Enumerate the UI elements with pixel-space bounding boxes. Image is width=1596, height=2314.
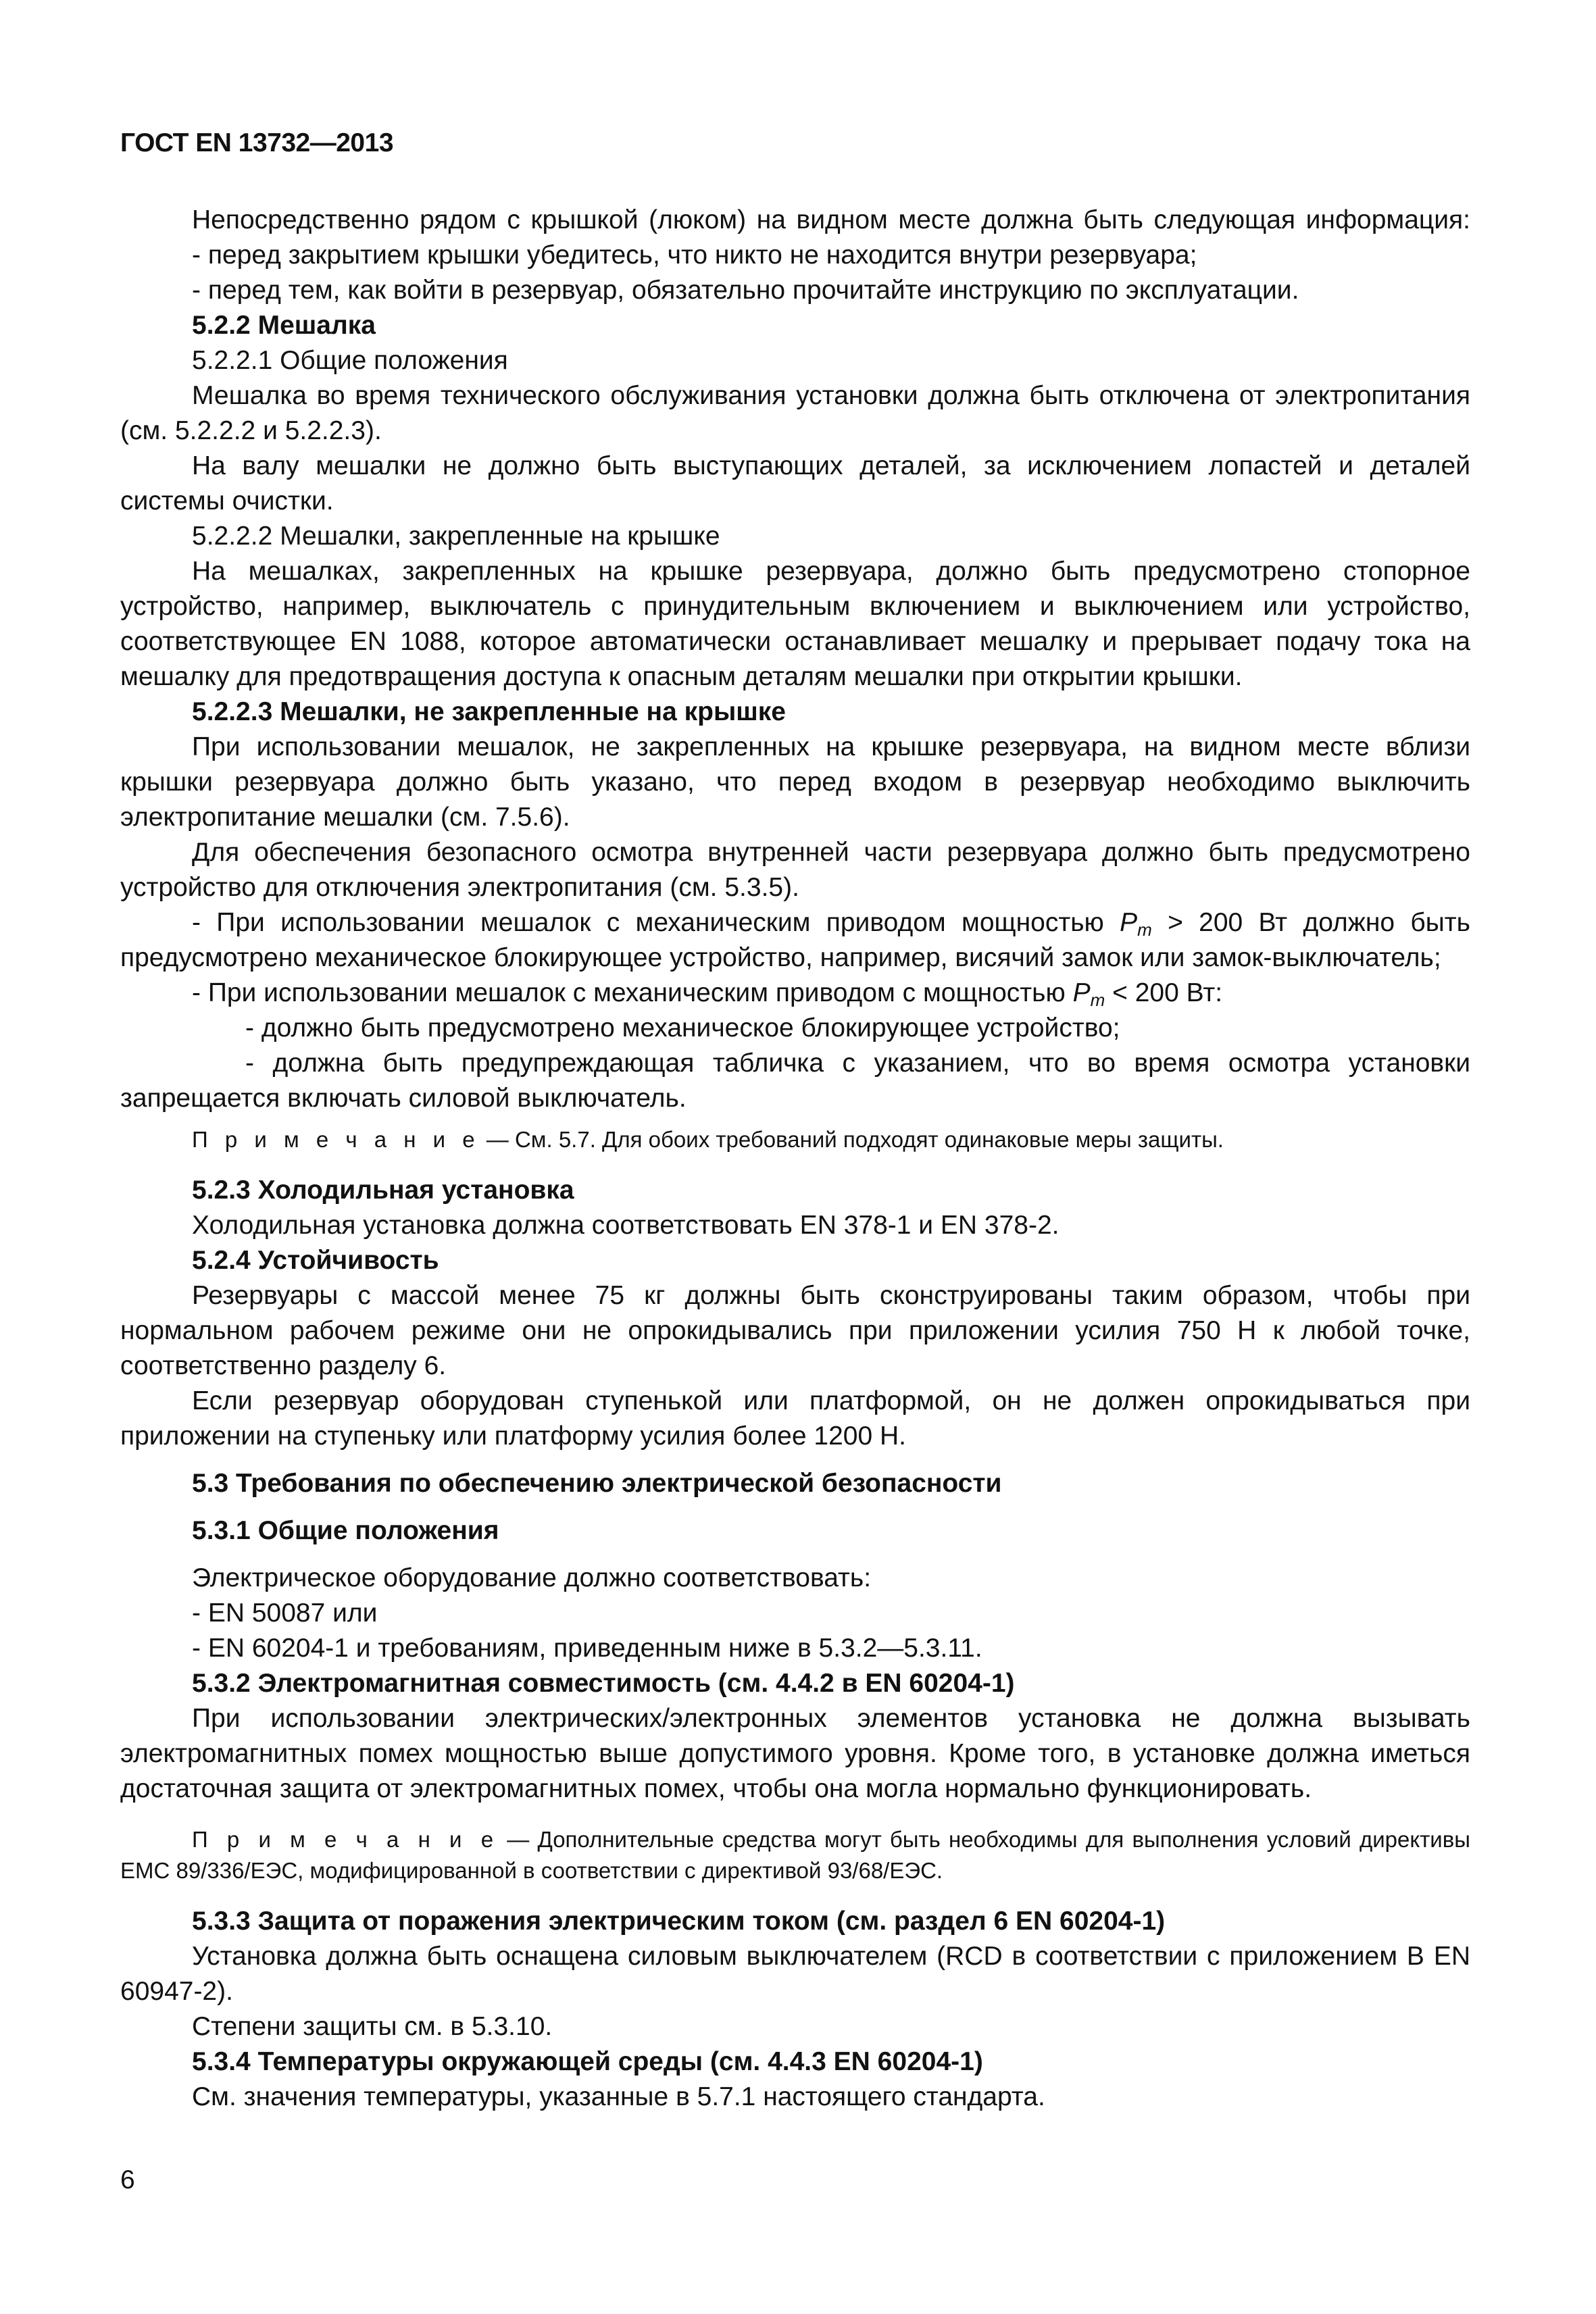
paragraph: Электрическое оборудование должно соответствовать: — [192, 1563, 872, 1592]
note — [120, 1124, 1470, 1155]
paragraph: Резервуары с массой менее 75 кг должны быть сконструированы таким образом, чтобы при нормальном рабочем режиме они не опрокидывались при приложении усилия 750 Н к любой точке, соответственно разделу 6. — [120, 1281, 1470, 1380]
section-heading: 5.3.3 Защита от поражения электрическим током (см. раздел 6 EN 60204-1) — [192, 1907, 1166, 1936]
note-text: — Дополнительные средства могут быть необходимы для выполнения условий директивы ЕМС 89/336/ЕЭС, модифицированной в соответствии с директивой 93/68/ЕЭС. — [120, 1827, 1470, 1883]
list-item: - EN 50087 или — [192, 1599, 378, 1628]
subsection-heading: 5.2.2.1 Общие положения — [192, 346, 508, 375]
subsection-heading: 5.2.2.3 Мешалки, не закрепленные на крышке — [192, 697, 786, 726]
paragraph: Если резервуар оборудован ступенькой или платформой, он не должен опрокидываться при приложении на ступеньку или платформу усилия более 1200 Н. — [120, 1386, 1470, 1451]
paragraph: Степени защиты см. в 5.3.10. — [192, 2012, 553, 2041]
list-item: - EN 60204-1 и требованиям, приведенным ниже в 5.3.2—5.3.11. — [192, 1634, 982, 1663]
document-header: ГОСТ EN 13732—2013 — [120, 128, 394, 157]
subsection-heading: 5.2.2.2 Мешалки, закрепленные на крышке — [192, 522, 720, 551]
note-text: — См. 5.7. Для обоих требований подходят одинаковые меры защиты. — [480, 1127, 1224, 1152]
note-label: П р и м е ч а н и е — [192, 1127, 480, 1152]
note-label: П р и м е ч а н и е — [192, 1827, 499, 1852]
paragraph: Для обеспечения безопасного осмотра внутренней части резервуара должно быть предусмотрено устройство для отключения электропитания (см. 5.3.5). — [120, 838, 1470, 902]
section-heading: 5.3.1 Общие положения — [192, 1516, 499, 1545]
section-heading: 5.3.2 Электромагнитная совместимость (см. 4.4.2 в EN 60204-1) — [192, 1669, 1015, 1698]
text-fragment: < 200 Вт: — [1105, 978, 1223, 1007]
text-fragment: > 200 Вт должно быть предусмотрено механическое блокирующее устройство, например, висячий замок или замок-выключатель; — [120, 908, 1470, 972]
paragraph: При использовании электрических/электронных элементов установка не должна вызывать электромагнитных помех мощностью выше допустимого уровня. Кроме того, в установке должна иметься достаточная защита от электромагнитных помех, чтобы она могла нормально функционировать. — [120, 1704, 1470, 1803]
power-symbol: P — [1072, 978, 1091, 1007]
paragraph: Установка должна быть оснащена силовым выключателем (RCD в соответствии с приложением В EN 60947-2). — [120, 1942, 1470, 2006]
paragraph: На мешалках, закрепленных на крышке резервуара, должно быть предусмотрено стопорное устройство, например, выключатель с принудительным включением и выключением или устройство, соответствующее EN 1088, которое автоматически останавливает мешалку и прерывает подачу тока на мешалку для предотвращения доступа к опасным деталям мешалки при открытии крышки. — [120, 557, 1470, 691]
paragraph: На валу мешалки не должно быть выступающих деталей, за исключением лопастей и деталей системы очистки. — [120, 451, 1470, 515]
paragraph: Холодильная установка должна соответствовать EN 378-1 и EN 378-2. — [192, 1211, 1059, 1240]
section-heading: 5.2.3 Холодильная установка — [192, 1176, 574, 1205]
list-item: - перед закрытием крышки убедитесь, что никто не находится внутри резервуара; — [192, 241, 1197, 270]
list-item: - перед тем, как войти в резервуар, обязательно прочитайте инструкцию по эксплуатации. — [192, 276, 1299, 305]
paragraph: Непосредственно рядом с крышкой (люком) на видном месте должна быть следующая информация: — [192, 205, 1470, 234]
note — [120, 1824, 1470, 1886]
page-number: 6 — [120, 2165, 135, 2194]
list-item — [120, 976, 1470, 1011]
power-subscript: m — [1090, 990, 1105, 1010]
text-fragment: - При использовании мешалок с механическим приводом мощностью — [192, 908, 1120, 937]
section-heading: 5.2.2 Мешалка — [192, 311, 376, 340]
section-heading: 5.3 Требования по обеспечению электрической безопасности — [192, 1469, 1002, 1498]
list-item — [120, 905, 1470, 976]
section-heading: 5.2.4 Устойчивость — [192, 1246, 439, 1275]
sub-list-item: - должна быть предупреждающая табличка с указанием, что во время осмотра установки запрещается включать силовой выключатель. — [120, 1049, 1470, 1113]
power-subscript: m — [1137, 920, 1152, 940]
paragraph: При использовании мешалок, не закрепленных на крышке резервуара, на видном месте вблизи крышки резервуара должно быть указано, что перед входом в резервуар необходимо выключить электропитание мешалки (см. 7.5.6). — [120, 732, 1470, 832]
text-fragment: - При использовании мешалок с механическим приводом с мощностью — [192, 978, 1073, 1007]
paragraph: См. значения температуры, указанные в 5.7.1 настоящего стандарта. — [192, 2082, 1045, 2111]
document-body — [120, 203, 1470, 2115]
power-symbol: P — [1120, 908, 1138, 937]
sub-list-item: - должно быть предусмотрено механическое блокирующее устройство; — [245, 1013, 1120, 1042]
paragraph: Мешалка во время технического обслуживания установки должна быть отключена от электропитания (см. 5.2.2.2 и 5.2.2.3). — [120, 381, 1470, 445]
section-heading: 5.3.4 Температуры окружающей среды (см. 4.4.3 EN 60204-1) — [192, 2047, 983, 2076]
